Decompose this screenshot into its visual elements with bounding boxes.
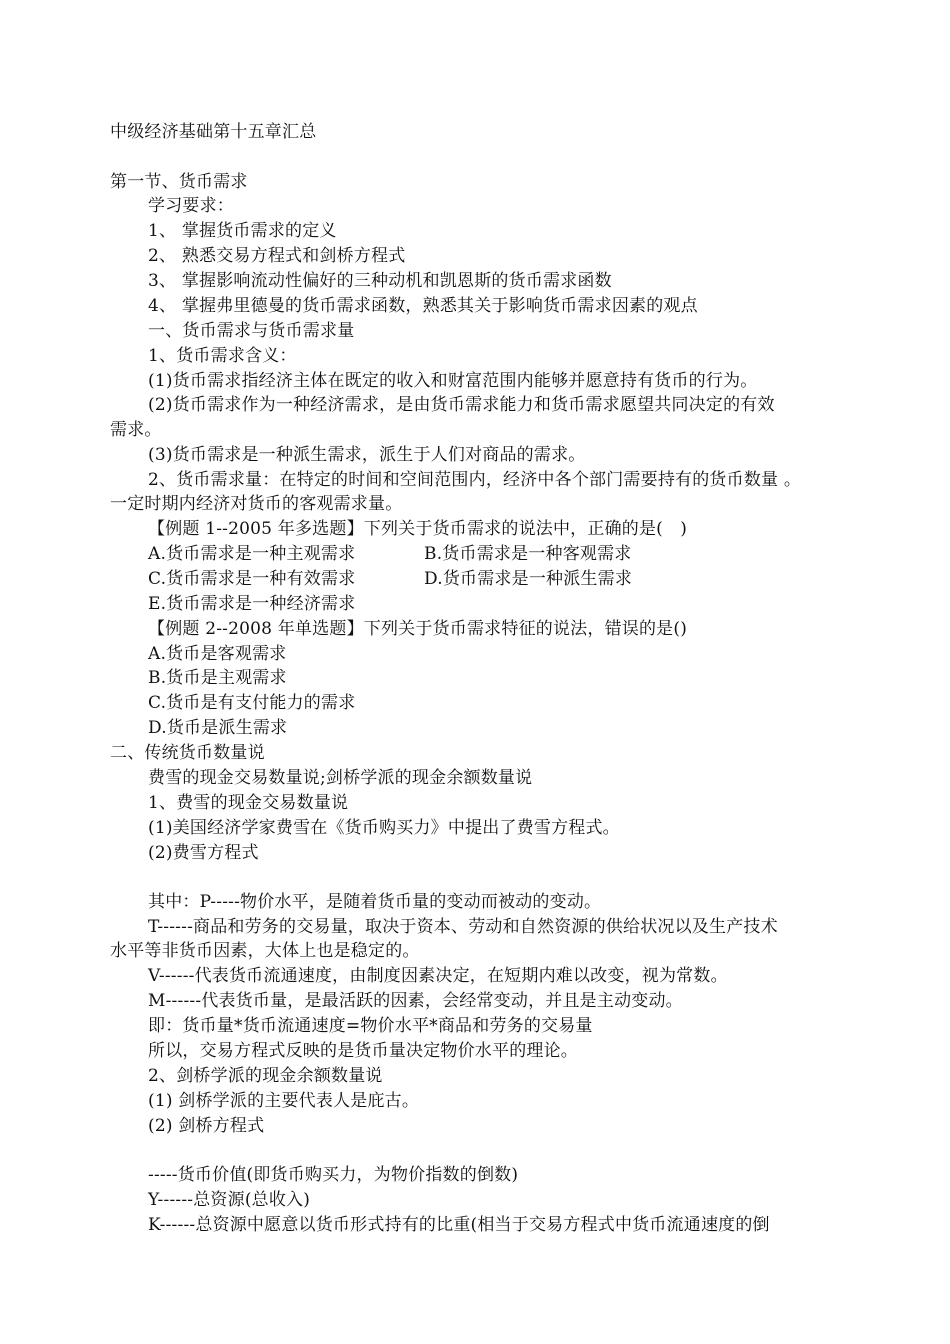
option-d: D.货币是派生需求 (148, 718, 288, 738)
option-d: D.货币需求是一种派生需求 (424, 569, 633, 589)
subheading: 1、货币需求含义： (148, 346, 297, 366)
paragraph-continuation: 水平等非货币因素，大体上也是稳定的。 (110, 941, 420, 961)
paragraph: 即：货币量*货币流通速度=物价水平*商品和劳务的交易量 (148, 1016, 593, 1036)
subheading: 2、剑桥学派的现金余额数量说 (148, 1066, 383, 1086)
part-heading: 二、传统货币数量说 (110, 743, 265, 763)
variable-definition: 其中：P-----物价水平，是随着货币量的变动而被动的变动。 (148, 892, 602, 912)
option-e: E.货币需求是一种经济需求 (148, 594, 356, 614)
paragraph: (2)货币需求作为一种经济需求，是由货币需求能力和货币需求愿望共同决定的有效 (148, 395, 775, 415)
requirement-item: 4、 掌握弗里德曼的货币需求函数，熟悉其关于影响货币需求因素的观点 (148, 296, 698, 316)
example-question: 【例题 2--2008 年单选题】下列关于货币需求特征的说法，错误的是() (148, 619, 688, 639)
doc-title: 中级经济基础第十五章汇总 (110, 122, 317, 142)
paragraph: 费雪的现金交易数量说;剑桥学派的现金余额数量说 (148, 768, 533, 788)
paragraph: 2、货币需求量：在特定的时间和空间范围内，经济中各个部门需要持有的货币数量 。 (148, 470, 802, 490)
paragraph: (2) 剑桥方程式 (148, 1116, 265, 1136)
variable-definition: Y------总资源(总收入) (148, 1190, 311, 1210)
requirement-item: 3、 掌握影响流动性偏好的三种动机和凯恩斯的货币需求函数 (148, 271, 612, 291)
paragraph: (1)货币需求指经济主体在既定的收入和财富范围内能够并愿意持有货币的行为。 (148, 371, 758, 391)
option-c: C.货币需求是一种有效需求 (148, 569, 356, 589)
paragraph: (1)美国经济学家费雪在《货币购买力》中提出了费雪方程式。 (148, 818, 620, 838)
option-a: A.货币需求是一种主观需求 (148, 544, 356, 564)
option-a: A.货币是客观需求 (148, 644, 287, 664)
study-requirements-label: 学习要求： (148, 196, 234, 216)
paragraph-continuation: 一定时期内经济对货币的客观需求量。 (110, 494, 403, 514)
option-b: B.货币需求是一种客观需求 (424, 544, 632, 564)
paragraph-continuation: 需求。 (110, 420, 162, 440)
example-question: 【例题 1--2005 年多选题】下列关于货币需求的说法中，正确的是( ) (148, 519, 688, 539)
section-heading: 第一节、货币需求 (110, 172, 248, 192)
variable-definition: -----货币价值(即货币购买力，为物价指数的倒数) (148, 1165, 519, 1185)
paragraph: 所以，交易方程式反映的是货币量决定物价水平的理论。 (148, 1041, 578, 1061)
paragraph: (1) 剑桥学派的主要代表人是庇古。 (148, 1091, 420, 1111)
option-c: C.货币是有支付能力的需求 (148, 693, 356, 713)
variable-definition: V------代表货币流通速度，由制度因素决定，在短期内难以改变，视为常数。 (148, 966, 728, 986)
variable-definition: K------总资源中愿意以货币形式持有的比重(相当于交易方程式中货币流通速度的倒 (148, 1215, 770, 1235)
variable-definition: T------商品和劳务的交易量，取决于资本、劳动和自然资源的供给状况以及生产技术 (148, 917, 778, 937)
variable-definition: M------代表货币量，是最活跃的因素，会经常变动，并且是主动变动。 (148, 991, 683, 1011)
subheading: 1、费雪的现金交易数量说 (148, 793, 349, 813)
paragraph: (2)费雪方程式 (148, 843, 259, 863)
requirement-item: 2、 熟悉交易方程式和剑桥方程式 (148, 246, 406, 266)
part-heading: 一、货币需求与货币需求量 (148, 321, 355, 341)
paragraph: (3)货币需求是一种派生需求，派生于人们对商品的需求。 (148, 445, 586, 465)
requirement-item: 1、 掌握货币需求的定义 (148, 221, 337, 241)
option-b: B.货币是主观需求 (148, 668, 287, 688)
